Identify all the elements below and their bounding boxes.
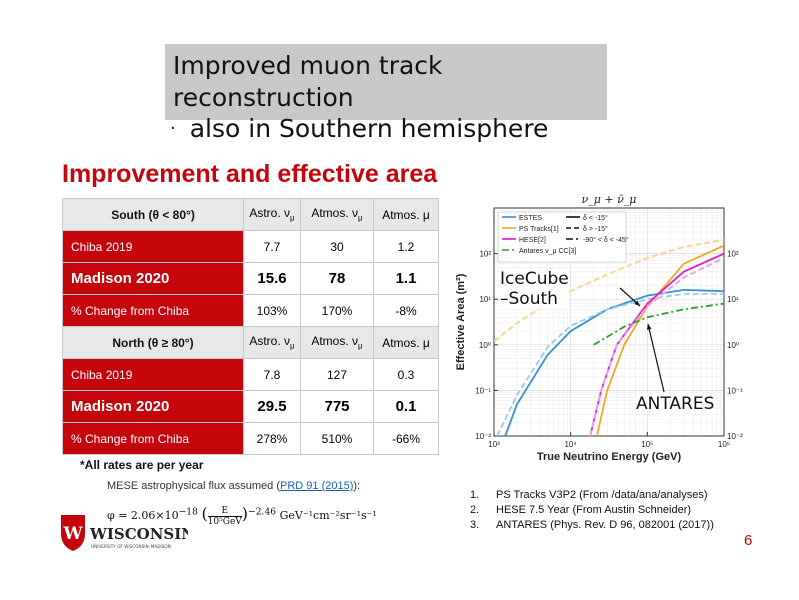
callout-bullet-text: also in Southern hemisphere (189, 114, 549, 143)
formula-exp1: −18 (178, 506, 198, 518)
table-header-cell: Astro. $\nu_\mu$ (244, 199, 301, 231)
table-row (63, 231, 439, 263)
y-tick-label-right: 10² (727, 249, 739, 259)
callout-bullet (170, 114, 548, 143)
formula-frac-num: E (208, 506, 242, 517)
y-tick-label-right: 10⁻¹ (727, 386, 743, 396)
list-item: 1. PS Tracks V3P2 (From /data/ana/analyses) (470, 489, 708, 501)
table-cell: 278% (244, 423, 301, 455)
callout-line-1: Improved muon track (173, 51, 443, 80)
x-tick-label: 10⁴ (564, 440, 577, 449)
table-cell: 0.3 (374, 359, 439, 391)
flux-formula: $\varphi = 2.06\times 10^{-18}$ ( E 10⁵GeV )$^{-2.46}$ GeV⁻¹cm⁻²sr⁻¹s⁻¹ (107, 504, 377, 527)
wisconsin-logo (58, 512, 188, 552)
svg-text:UNIVERSITY OF WISCONSIN–MADISO: UNIVERSITY OF WISCONSIN–MADISON (91, 544, 171, 549)
table-cell: 15.6 (244, 263, 301, 295)
mese-note (107, 480, 360, 492)
y-tick-label-right: 10⁻² (727, 432, 743, 441)
legend-entry: δ > -15° (583, 226, 608, 233)
legend-entry: PS Tracks[1] (519, 226, 559, 233)
table-cell: -8% (374, 295, 439, 327)
table-header-south (63, 199, 439, 231)
row-label: Madison 2020 (63, 263, 244, 295)
y-tick-label: 10⁻² (475, 432, 491, 441)
mese-end: ): (353, 480, 361, 492)
table-cell: 1.2 (374, 231, 439, 263)
row-label: Chiba 2019 (63, 231, 244, 263)
x-tick-label: 10³ (488, 440, 500, 449)
icecube-south-label: IceCube –South (500, 269, 569, 309)
list-item: 2. HESE 7.5 Year (From Austin Schneider) (470, 504, 692, 516)
svg-text:WISCONSIN: WISCONSIN (90, 525, 188, 543)
y-tick-label-right: 10¹ (727, 295, 739, 305)
y-axis-label: Effective Area (m²) (455, 273, 467, 371)
annotation-arrow (648, 324, 664, 392)
table-header-cell: Atmos. μ (374, 327, 439, 359)
table-header-cell: Atmos. $\nu_\mu$ (301, 327, 374, 359)
legend-entry: Antares ν_μ CC[3] (519, 248, 577, 255)
table-row (63, 359, 439, 391)
table-cell: 170% (301, 295, 374, 327)
prd-link[interactable]: PRD 91 (2015) (280, 480, 354, 492)
table-cell: 775 (301, 391, 374, 423)
table-cell: 127 (301, 359, 374, 391)
table-cell: 7.7 (244, 231, 301, 263)
row-label: % Change from Chiba (63, 423, 244, 455)
list-item: 3. ANTARES (Phys. Rev. D 96, 082001 (2017)) (470, 519, 714, 531)
callout-box (165, 44, 607, 120)
x-tick-label: 10⁶ (717, 440, 731, 449)
table-cell: -66% (374, 423, 439, 455)
legend-entry: δ < -15° (583, 215, 608, 222)
table-header-cell: North (θ ≥ 80°) (63, 327, 244, 359)
y-tick-label-right: 10⁰ (727, 340, 740, 350)
row-label: Madison 2020 (63, 391, 244, 423)
effective-area-chart (452, 190, 762, 475)
formula-units: GeV⁻¹cm⁻²sr⁻¹s⁻¹ (279, 509, 377, 522)
rates-table (62, 198, 439, 455)
formula-lhs: φ = 2.06×10 (107, 509, 179, 522)
x-axis-label: True Neutrino Energy (GeV) (536, 451, 682, 463)
chart-title: ν_μ + ν̄_μ (581, 193, 637, 206)
series-line (594, 304, 724, 345)
table-header-cell: Astro. $\nu_\mu$ (244, 327, 301, 359)
x-tick-label: 10⁵ (641, 440, 654, 449)
legend-entry: -90° < δ < -45° (583, 237, 629, 244)
table-row (63, 295, 439, 327)
mese-text: MESE astrophysical flux assumed ( (107, 480, 281, 492)
references-list (470, 489, 714, 534)
y-tick-label: 10⁰ (478, 340, 491, 350)
table-cell: 1.1 (374, 263, 439, 295)
table-cell: 510% (301, 423, 374, 455)
legend-entry: ESTES (519, 215, 542, 222)
bullet-dot-icon: · (170, 118, 176, 139)
row-label: % Change from Chiba (63, 295, 244, 327)
legend-entry: HESE[2] (519, 237, 546, 244)
table-cell: 7.8 (244, 359, 301, 391)
formula-exp2: −2.46 (248, 506, 277, 518)
table-header-cell: South (θ < 80°) (63, 199, 244, 231)
callout-line-2: reconstruction (173, 83, 354, 112)
page-number: 6 (744, 532, 753, 549)
table-row (63, 423, 439, 455)
effective-area-plot (452, 190, 762, 470)
table-row (63, 391, 439, 423)
table-header-cell: Atmos. μ (374, 199, 439, 231)
slide-title: Improvement and effective area (62, 160, 438, 188)
table-cell: 78 (301, 263, 374, 295)
table-header-north (63, 327, 439, 359)
table-cell: 103% (244, 295, 301, 327)
table-cell: 30 (301, 231, 374, 263)
row-label: Chiba 2019 (63, 359, 244, 391)
y-tick-label: 10⁻¹ (475, 386, 491, 396)
antares-label: ANTARES (636, 394, 715, 414)
table-header-cell: Atmos. $\nu_\mu$ (301, 199, 374, 231)
table-row (63, 263, 439, 295)
rates-footnote: *All rates are per year (80, 458, 204, 472)
y-tick-label: 10² (479, 249, 491, 259)
table-cell: 0.1 (374, 391, 439, 423)
table-cell: 29.5 (244, 391, 301, 423)
svg-text:W: W (63, 524, 83, 544)
y-tick-label: 10¹ (479, 295, 491, 305)
formula-frac-den: 10⁵GeV (207, 516, 242, 527)
